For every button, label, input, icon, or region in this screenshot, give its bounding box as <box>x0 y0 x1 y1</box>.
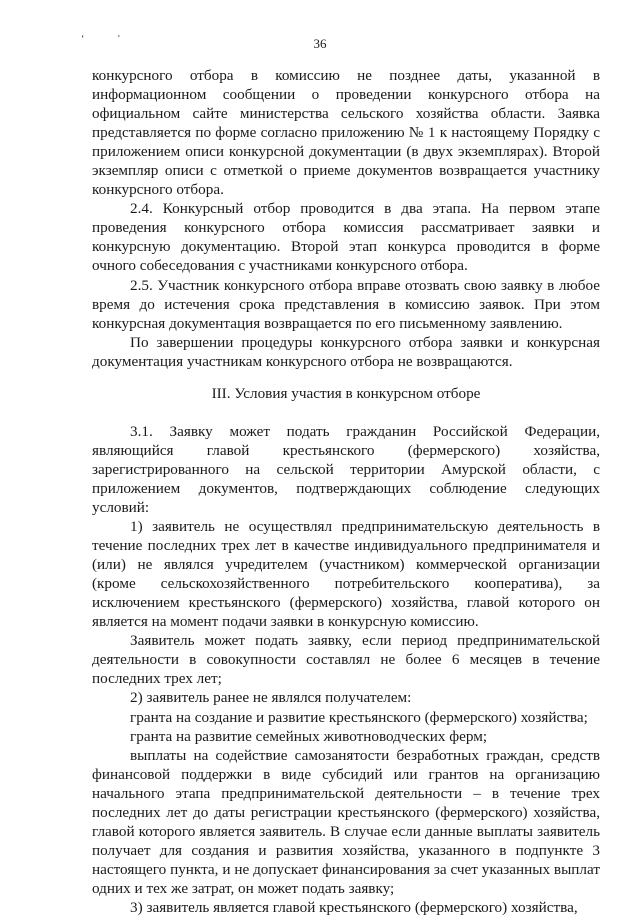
condition-2: 2) заявитель ранее не являлся получателем: <box>130 689 412 707</box>
condition-1-note: Заявитель может подать заявку, если период предпринимательской деятельности в совокупности составлял не более 6 месяцев в течение последних трех лет; <box>92 632 600 688</box>
paragraph-continuation: конкурсного отбора в комиссию не позднее даты, указанной в информационном сообщении о проведении конкурсного отбора на официальном сайте министерства сельского хозяйства области. Заявка представляется по форме согласно приложению № 1 к настоящему Порядку с приложением описи конкурсной документации (в двух экземплярах). Второй экземпляр описи с отметкой о приеме документов возвращается участнику конкурсного отбора. <box>92 67 600 199</box>
paragraph-2-4: 2.4. Конкурсный отбор проводится в два этапа. На первом этапе проведения конкурсного отбора комиссия рассматривает заявки и конкурсную документацию. Второй этап конкурса проводится в форме очного собеседования с участниками конкурсного отбора. <box>92 200 600 275</box>
condition-2-item-grant-farm: гранта на создание и развитие крестьянского (фермерского) хозяйства; <box>130 708 588 726</box>
scan-mark: ' <box>118 34 120 45</box>
paragraph-completion: По завершении процедуры конкурсного отбора заявки и конкурсная документация участникам конкурсного отбора не возвращаются. <box>92 333 600 370</box>
document-body <box>92 66 600 917</box>
paragraph-2-5: 2.5. Участник конкурсного отбора вправе отозвать свою заявку в любое время до истечения срока представления в комиссию заявок. При этом конкурсная документация возвращается по его письменному заявлению. <box>92 276 600 332</box>
condition-2-item-payments: выплаты на содействие самозанятости безработных граждан, средств финансовой поддержки в виде субсидий или грантов на организацию начального этапа предпринимательской деятельности – в течение трех последних лет до даты регистрации крестьянского (фермерского) хозяйства, главой которого является заявитель. В случае если данные выплаты заявитель получает для создания и развития хозяйства, указанного в подпункте 3 настоящего пункта, и не допускает финансирования за счет указанных выплат одних и тех же затрат, он может подать заявку; <box>92 746 600 897</box>
page-number: 36 <box>313 36 327 51</box>
scan-mark: ‘ <box>81 34 85 45</box>
condition-2-item-grant-livestock: гранта на развитие семейных животноводческих ферм; <box>130 727 488 745</box>
paragraph-3-1: 3.1. Заявку может подать гражданин Российской Федерации, являющийся главой крестьянского (фермерского) хозяйства, зарегистрированного на сельской территории Амурской области, с приложением документов, подтверждающих соблюдение следующих условий: <box>92 422 600 516</box>
condition-3: 3) заявитель является главой крестьянского (фермерского) хозяйства, <box>130 898 578 916</box>
condition-1: 1) заявитель не осуществлял предпринимательскую деятельность в течение последних трех лет в качестве индивидуального предпринимателя и (или) не являлся учредителем (участником) коммерческой организации (кроме сельскохозяйственного потребительского кооператива), за исключением крестьянского (фермерского) хозяйства, главой которого он является на момент подачи заявки в конкурсную комиссию. <box>92 518 600 631</box>
section-heading: III. Условия участия в конкурсном отборе <box>211 384 481 402</box>
